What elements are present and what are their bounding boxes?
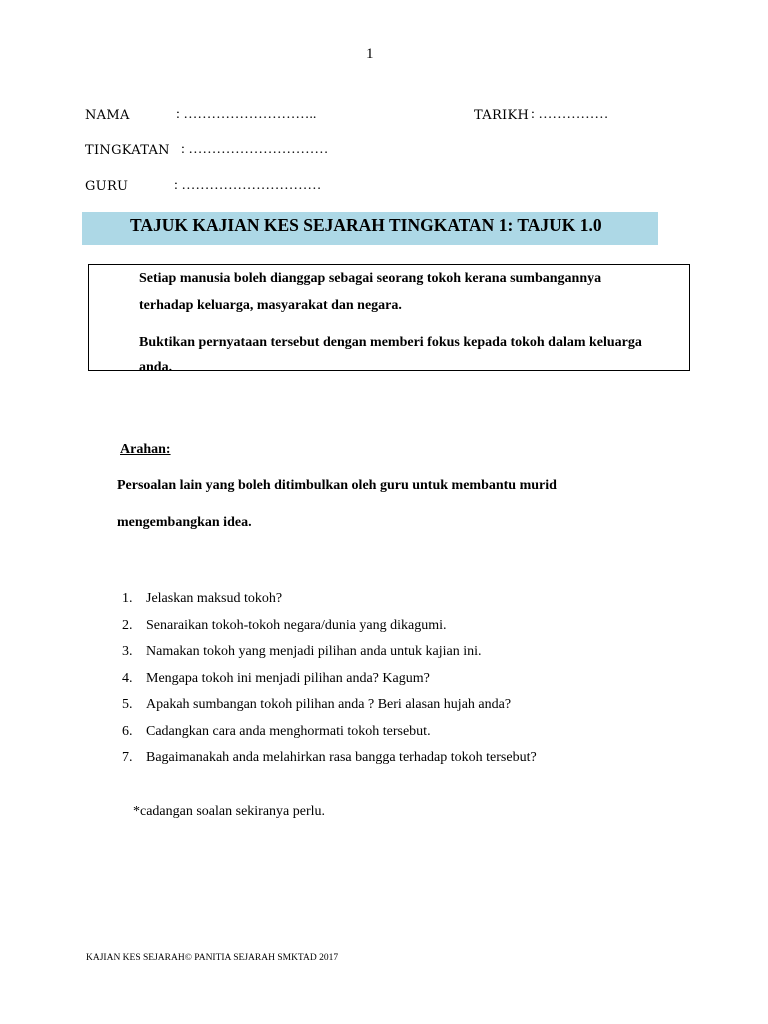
question-text: Mengapa tokoh ini menjadi pilihan anda? Kagum?	[146, 670, 430, 686]
list-item	[122, 643, 537, 670]
question-list	[122, 590, 537, 776]
task-line-1: Setiap manusia boleh dianggap sebagai seorang tokoh kerana sumbangannya	[139, 271, 602, 286]
question-number: 4.	[122, 670, 133, 686]
page-title: TAJUK KAJIAN KES SEJARAH TINGKATAN 1: TAJUK 1.0	[130, 215, 602, 235]
question-text: Senaraikan tokoh-tokoh negara/dunia yang dikagumi.	[146, 617, 447, 633]
guru-label: GURU	[85, 179, 129, 194]
suggestion-note: *cadangan soalan sekiranya perlu.	[133, 804, 326, 819]
question-number: 6.	[122, 723, 133, 739]
question-text: Namakan tokoh yang menjadi pilihan anda untuk kajian ini.	[146, 644, 482, 659]
task-line-3: Buktikan pernyataan tersebut dengan memberi fokus kepada tokoh dalam keluarga	[139, 335, 642, 350]
page-number: 1	[366, 46, 374, 62]
question-number: 5.	[122, 697, 133, 712]
list-item	[122, 590, 537, 617]
question-number: 2.	[122, 617, 133, 633]
tarikh-value: : ……………	[531, 107, 609, 122]
instructions-heading: Arahan:	[120, 442, 171, 457]
page-footer: KAJIAN KES SEJARAH© PANITIA SEJARAH SMKTAD 2017	[86, 953, 339, 963]
question-number: 1.	[122, 591, 133, 606]
tingkatan-label: TINGKATAN	[85, 143, 170, 158]
guru-value: : …………………………	[174, 178, 322, 193]
task-box	[88, 264, 690, 371]
tingkatan-value: : …………………………	[181, 142, 329, 157]
nama-value: : ………………………..	[176, 107, 317, 122]
list-item	[122, 749, 537, 776]
list-item	[122, 723, 537, 750]
instructions-line-2: mengembangkan idea.	[117, 515, 252, 530]
nama-label: NAMA	[85, 108, 130, 123]
list-item	[122, 696, 537, 723]
question-text: Apakah sumbangan tokoh pilihan anda ? Beri alasan hujah anda?	[146, 697, 512, 712]
question-text: Bagaimanakah anda melahirkan rasa bangga terhadap tokoh tersebut?	[146, 750, 537, 765]
task-line-4: anda.	[139, 360, 173, 371]
question-text: Jelaskan maksud tokoh?	[146, 591, 283, 606]
question-text: Cadangkan cara anda menghormati tokoh tersebut.	[146, 723, 431, 739]
instructions-line-1: Persoalan lain yang boleh ditimbulkan oleh guru untuk membantu murid	[117, 478, 557, 493]
task-line-2: terhadap keluarga, masyarakat dan negara.	[139, 298, 402, 313]
question-number: 7.	[122, 750, 133, 765]
list-item	[122, 670, 537, 697]
question-number: 3.	[122, 644, 133, 659]
tarikh-label: TARIKH	[474, 108, 530, 123]
list-item	[122, 617, 537, 644]
